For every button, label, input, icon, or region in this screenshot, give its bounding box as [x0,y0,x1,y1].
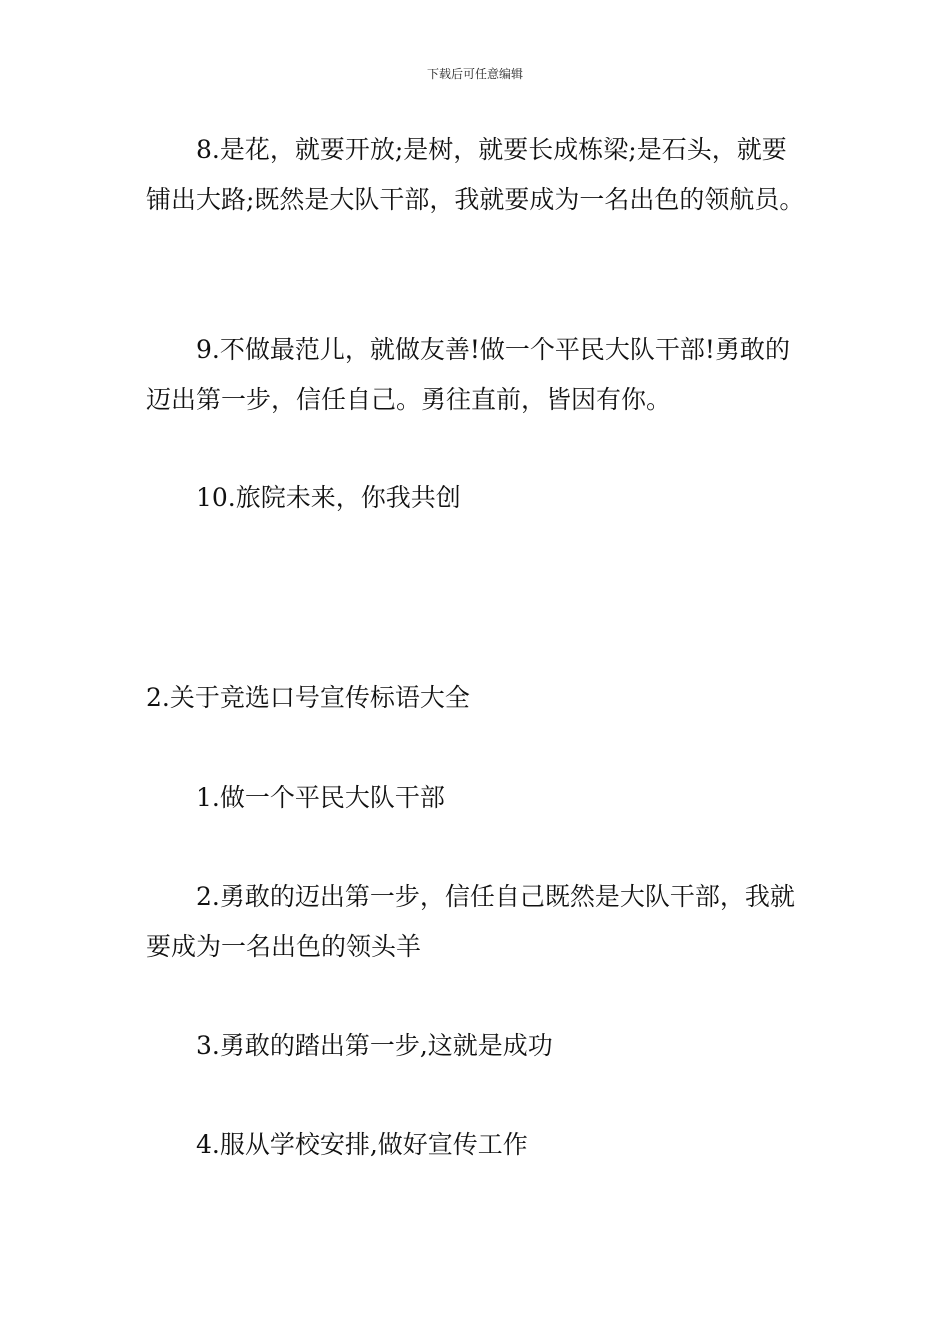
slogan-paragraph-8: 8.是花，就要开放;是树，就要长成栋梁;是石头，就要铺出大路;既然是大队干部，我就要成为一名出色的领航员。 [146,135,805,214]
slogan-item-3: 3.勇敢的踏出第一步,这就是成功 [196,1031,553,1060]
slogan-paragraph-10: 10.旅院未来，你我共创 [196,483,461,512]
slogan-item-2: 2.勇敢的迈出第一步，信任自己既然是大队干部，我就要成为一名出色的领头羊 [146,882,795,961]
slogan-item-1: 1.做一个平民大队干部 [196,783,445,812]
section-heading: 2.关于竞选口号宣传标语大全 [146,683,470,712]
slogan-item-4: 4.服从学校安排,做好宣传工作 [196,1130,528,1159]
page-header: 下载后可任意编辑 [426,67,523,81]
slogan-paragraph-9: 9.不做最范儿，就做友善!做一个平民大队干部!勇敢的迈出第一步，信任自己。勇往直前，皆因有你。 [146,335,790,414]
